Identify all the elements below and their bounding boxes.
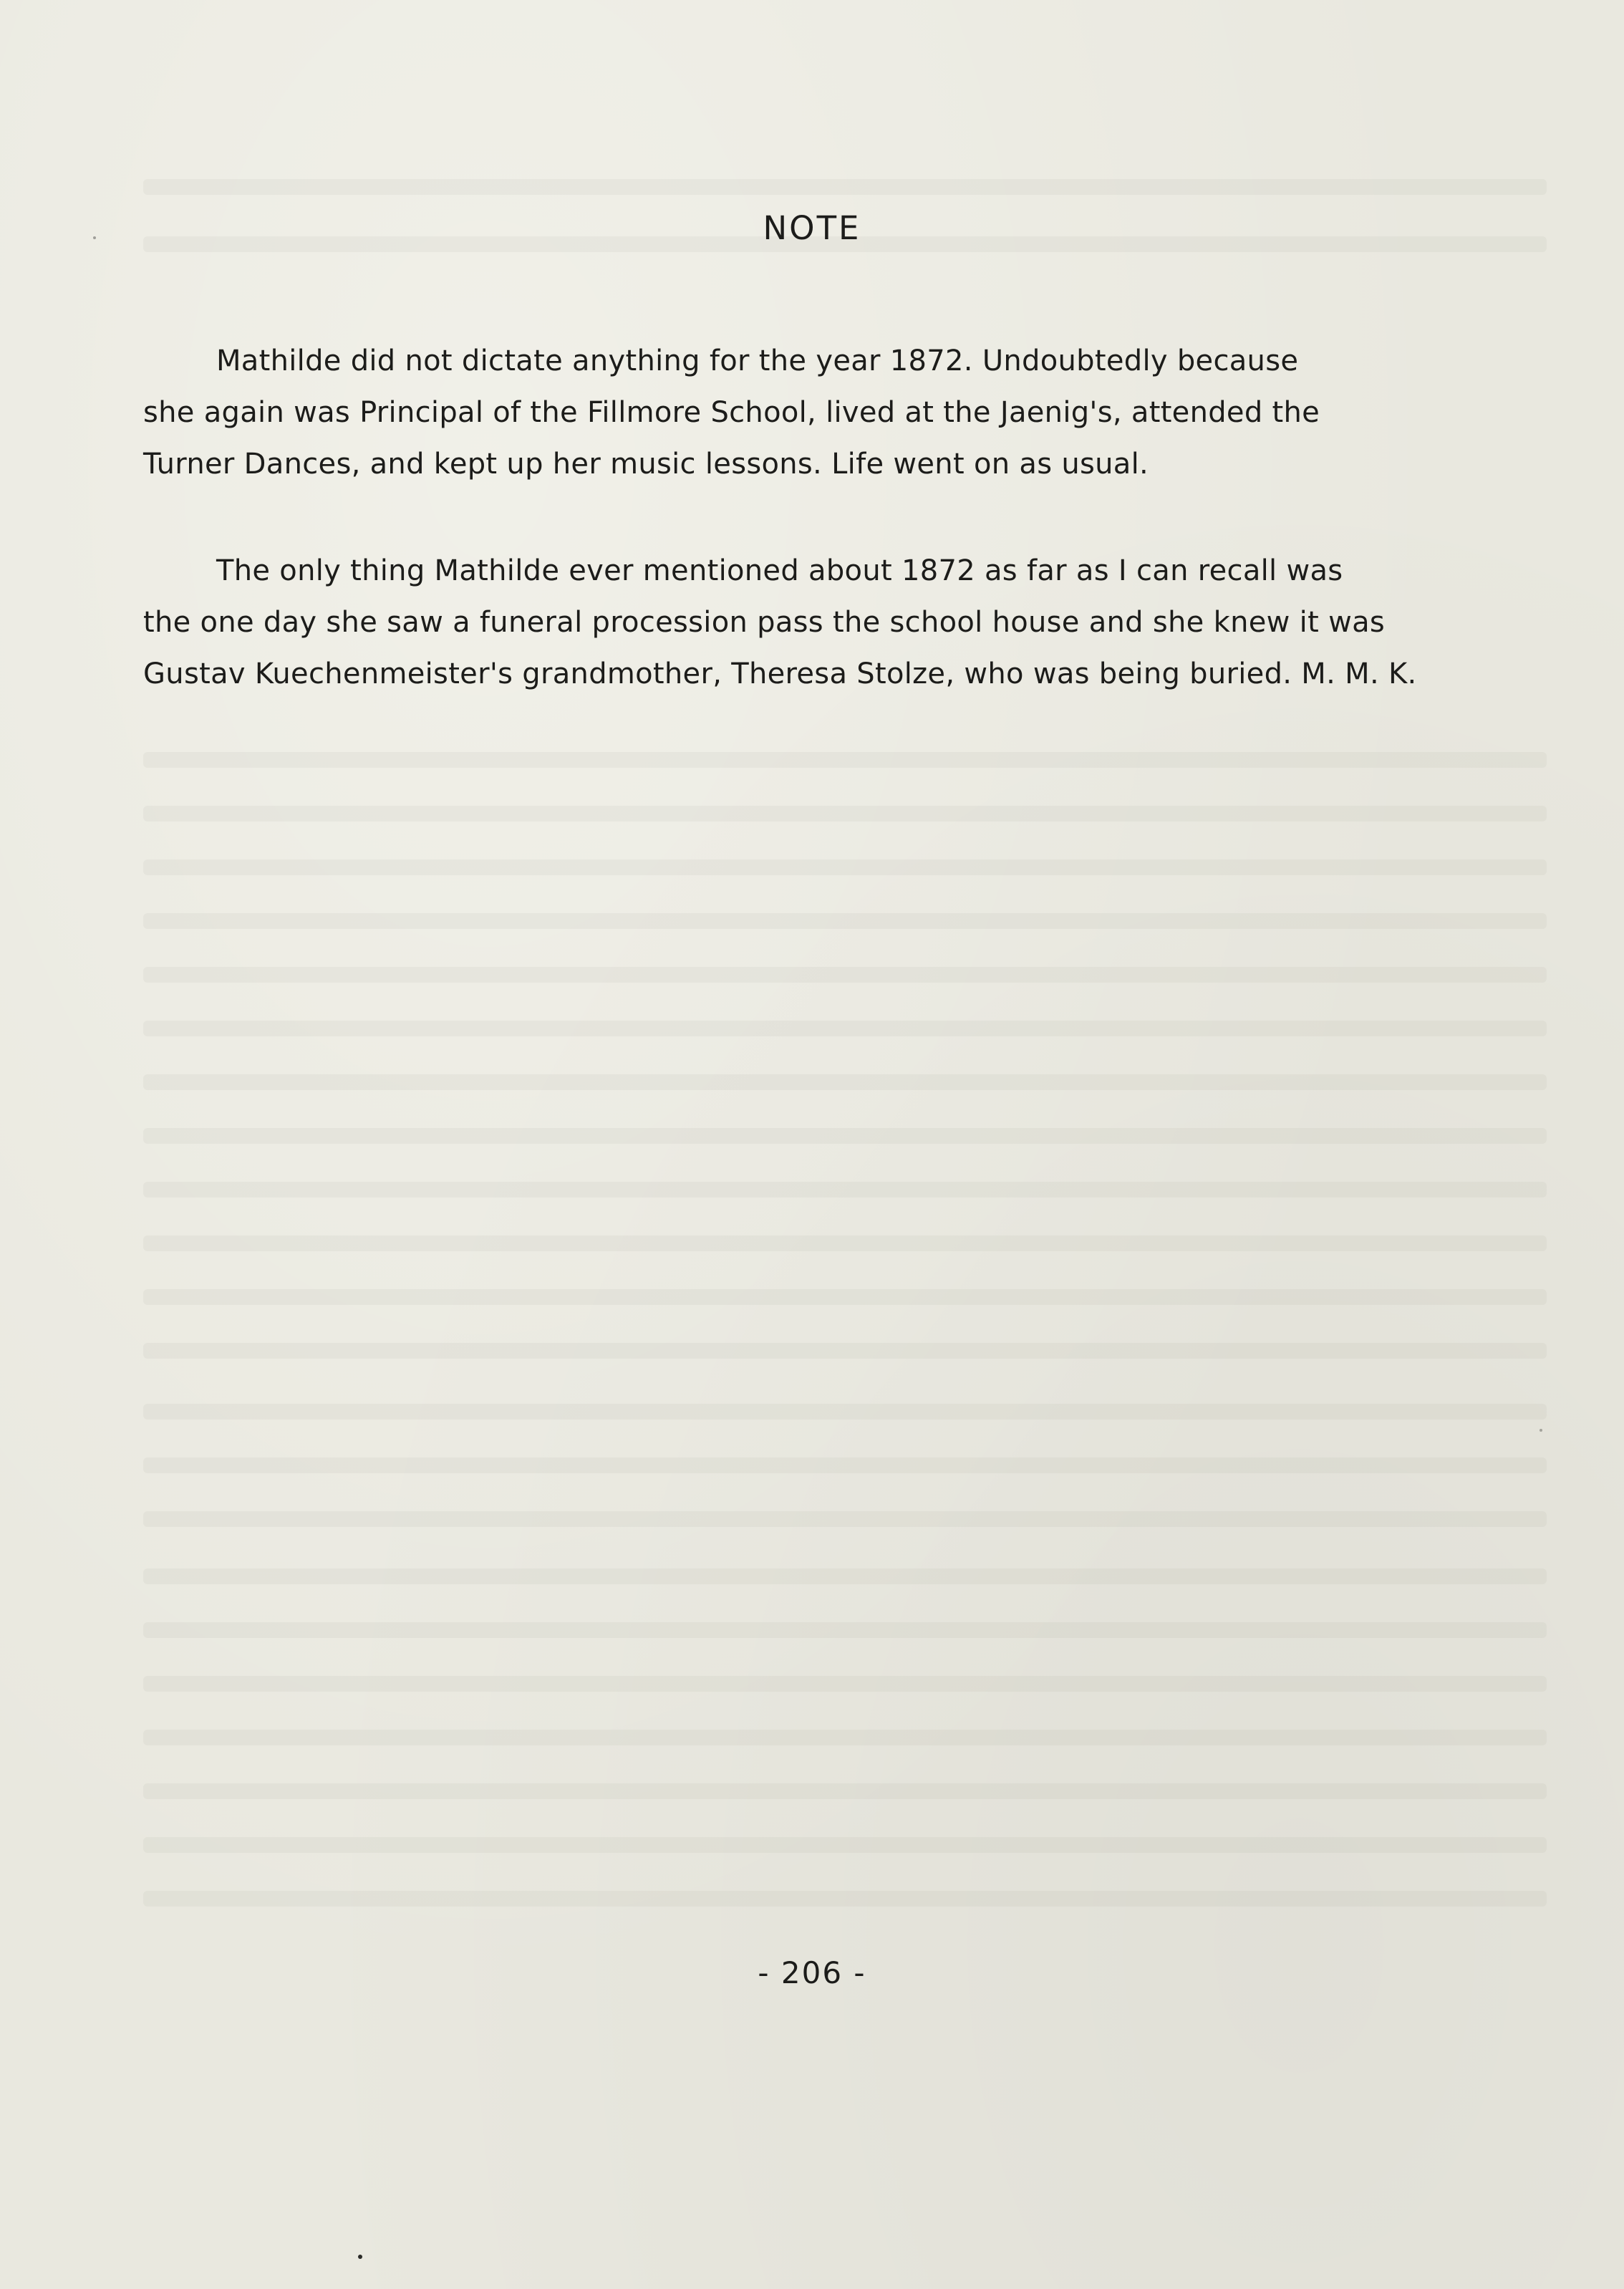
show-through-line (143, 1128, 1547, 1144)
show-through-line (143, 1511, 1547, 1527)
show-through-line (143, 1074, 1547, 1090)
show-through-line (143, 179, 1547, 195)
show-through-line (143, 967, 1547, 983)
paragraph-2 (143, 545, 1547, 700)
text-line: the one day she saw a funeral procession pass the school house and she knew it was (143, 606, 1386, 639)
show-through-line (143, 1676, 1547, 1692)
show-through-line (143, 1021, 1547, 1036)
show-through-line (143, 1457, 1547, 1473)
show-through-line (143, 752, 1547, 768)
ink-speck (358, 2255, 362, 2259)
show-through-line (143, 1622, 1547, 1638)
text-line: she again was Principal of the Fillmore School, lived at the Jaenig's, attended the (143, 396, 1320, 429)
show-through-line (143, 1783, 1547, 1799)
text-line: Mathilde did not dictate anything for the year 1872. Undoubtedly because (216, 344, 1299, 377)
text-line: The only thing Mathilde ever mentioned about 1872 as far as I can recall was (216, 554, 1343, 587)
show-through-line (143, 1404, 1547, 1420)
show-through-line (143, 1568, 1547, 1584)
page-title: NOTE (763, 209, 861, 247)
paragraph-1 (143, 335, 1547, 490)
show-through-line (143, 1730, 1547, 1745)
show-through-line (143, 806, 1547, 821)
show-through-line (143, 1343, 1547, 1359)
page-number: - 206 - (758, 1955, 866, 1990)
text-line: Turner Dances, and kept up her music lessons. Life went on as usual. (143, 448, 1149, 481)
show-through-line (143, 1182, 1547, 1197)
show-through-line (143, 1235, 1547, 1251)
show-through-line (143, 913, 1547, 929)
ink-speck (93, 236, 96, 239)
show-through-line (143, 1289, 1547, 1305)
show-through-line (143, 859, 1547, 875)
text-line: Gustav Kuechenmeister's grandmother, Theresa Stolze, who was being buried. M. M. K. (143, 657, 1417, 690)
ink-speck (1540, 1429, 1542, 1432)
show-through-line (143, 1891, 1547, 1907)
show-through-line (143, 1837, 1547, 1853)
